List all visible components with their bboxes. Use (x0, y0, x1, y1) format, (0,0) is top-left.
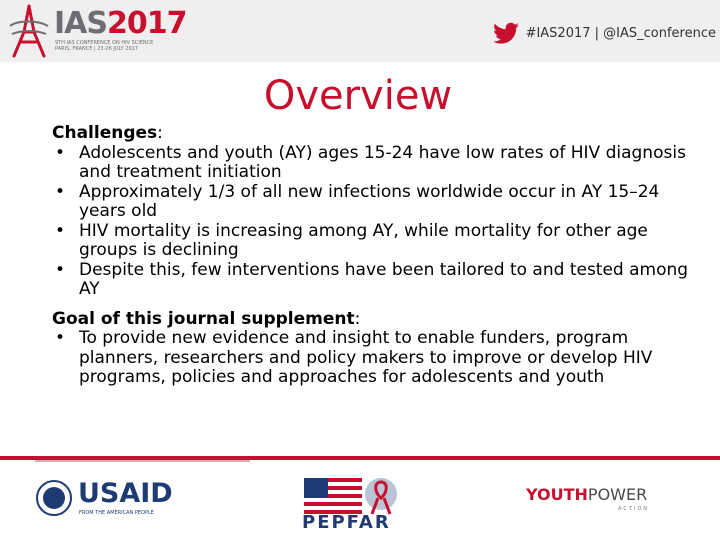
slide-body (52, 124, 692, 388)
logo-title: IAS2017 (54, 6, 187, 41)
red-ribbon-icon (362, 476, 400, 516)
twitter-bird-icon (494, 22, 520, 44)
usaid-seal-icon (36, 480, 72, 516)
list-item (52, 329, 692, 388)
list-item-text: Despite this, few interventions have been tailored to and tested among AY (79, 259, 689, 299)
list-item-text: To provide new evidence and insight to enable funders, program planners, researchers and policy makers to improve or develop HIV programs, policies and approaches for adolescents and youth (79, 328, 653, 387)
list-item (52, 144, 692, 183)
pepfar-logo (300, 474, 404, 534)
bullet: • (55, 181, 66, 202)
usaid-tagline: FROM THE AMERICAN PEOPLE (79, 510, 154, 516)
hashtag-text: #IAS2017 | @IAS_conference (525, 25, 716, 41)
youthpower-wordmark: YOUTHPOWER (526, 485, 648, 504)
usaid-logo (36, 478, 173, 522)
ias-logo (4, 2, 187, 60)
youthpower-subtitle: ACTION (618, 506, 650, 512)
goal-list (52, 329, 692, 388)
usaid-wordmark: USAID (78, 478, 173, 509)
hashtag-handle[interactable] (494, 22, 716, 44)
header-band (0, 0, 720, 62)
bullet: • (55, 328, 66, 348)
slide-title: Overview (263, 73, 453, 119)
list-item-text: HIV mortality is increasing among AY, while mortality for other age groups is declining (79, 220, 648, 260)
list-item (52, 183, 692, 222)
goal-heading: Goal of this journal supplement: (52, 308, 361, 329)
footer-divider-accent (35, 460, 250, 462)
list-item (52, 222, 692, 261)
challenges-heading: Challenges: (52, 123, 163, 143)
list-item-text: Approximately 1/3 of all new infections worldwide occur in AY 15–24 years old (79, 181, 660, 221)
list-item (52, 261, 692, 300)
pepfar-wordmark: PEPFAR (302, 512, 391, 533)
bullet: • (55, 142, 66, 163)
eiffel-tower-icon (4, 2, 54, 60)
logo-subtitle: 9TH IAS CONFERENCE ON HIV SCIENCE PARIS, FRANCE | 23-26 JULY 2017 (55, 40, 154, 52)
bullet: • (55, 259, 66, 280)
list-item-text: Adolescents and youth (AY) ages 15-24 have low rates of HIV diagnosis and treatment initiation (79, 142, 686, 182)
bullet: • (55, 220, 66, 241)
challenges-list (52, 144, 692, 300)
us-flag-icon (304, 478, 362, 514)
youthpower-logo (526, 485, 686, 525)
